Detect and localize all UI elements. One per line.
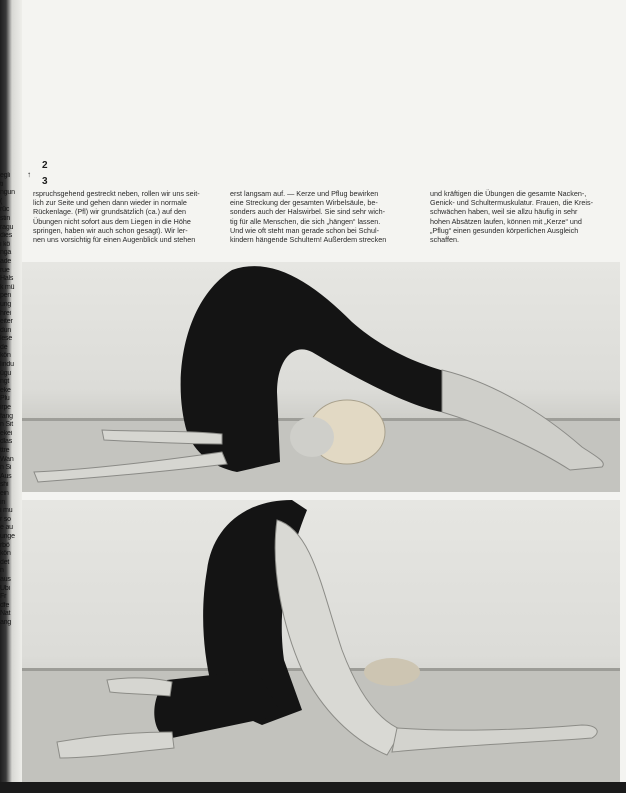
fragment-line: Übi: [0, 584, 10, 592]
fragment-line: ttre: [0, 447, 10, 454]
fragment-line: n Sit: [0, 421, 14, 429]
fragment-line: rue: [0, 266, 10, 274]
fragment-line: dfe: [0, 601, 10, 609]
text-line: schwächen haben, weil sie allzu häufig in sehr: [430, 207, 578, 217]
text-line: kindern hängende Schultern! Außerdem strecken: [230, 235, 387, 245]
text-line: Rückenlage. (Pfl) wir grundsätzlich (ca.) auf den: [33, 207, 187, 217]
fragment-line: in: [0, 498, 6, 506]
fragment-line: stin: [0, 214, 11, 222]
fragment-line: i mu: [0, 507, 13, 515]
knee-ear-pose-illustration: [22, 500, 620, 782]
plough-pose-illustration: [22, 262, 620, 492]
text-line: springen, haben wir auch schon gesagt). Wir ler-: [33, 225, 188, 235]
fragment-line: ügu: [0, 369, 12, 377]
fragment-line: Aus: [0, 472, 12, 480]
text-line: Und wie oft steht man gerade schon bei Schul-: [230, 225, 380, 235]
fragment-line: irpe: [0, 404, 11, 412]
fragment-line: n Si: [0, 464, 12, 472]
fragment-line: ragu: [0, 223, 14, 231]
text-line: sonders auch der Halswirbel. Sie sind sehr wich-: [230, 207, 385, 217]
figure-number: 2: [42, 160, 48, 171]
fragment-line: fang: [0, 412, 13, 420]
figure-numbers: [42, 158, 48, 190]
fragment-line: egli: [0, 172, 11, 179]
fragment-line: de: [0, 343, 8, 351]
fragment-line: dlas: [0, 438, 13, 446]
text-line: „Pflug“ einen gesunden körperlichen Ausgleich: [430, 225, 579, 235]
text-line: tig für alle Menschen, die sich „hängen“ lassen.: [230, 216, 381, 226]
fragment-line: eiter: [0, 318, 13, 326]
fragment-line: ang: [0, 618, 12, 626]
fragment-line: rüc: [0, 206, 10, 214]
text-line: Genick- und Schultermuskulatur. Frauen, die Kreis-: [430, 198, 593, 208]
fragment-line: kön: [0, 352, 11, 360]
fragment-line: e au: [0, 524, 13, 532]
text-line: hohen Absätzen laufen, können mit „Kerze“ und: [430, 216, 582, 226]
fragment-line: Wan: [0, 455, 14, 463]
fragment-line: k mü: [0, 283, 15, 291]
fragment-line: eke: [0, 386, 11, 394]
fragment-line: pen: [0, 292, 12, 300]
fragment-line: ngun: [0, 189, 15, 197]
fragment-line: ngt: [0, 378, 10, 386]
text-line: Übungen nicht sofort aus dem Liegen in die Höhe: [33, 216, 191, 226]
fragment-line: hrei: [0, 309, 11, 317]
scan-bottom-edge: [0, 782, 626, 793]
fragment-line: kön: [0, 550, 11, 558]
fragment-line: ekei: [0, 429, 13, 437]
fragment-line: dun: [0, 326, 12, 334]
text-line: nen uns vorsichtig für einen Augenblick und stehen: [33, 235, 196, 245]
fragment-line: lindu: [0, 361, 14, 369]
fragment-line: ade: [0, 257, 12, 265]
fragment-line: i kö: [0, 240, 11, 248]
text-line: eine Streckung der gesamten Wirbelsäule, be-: [230, 198, 378, 208]
text-column: [230, 189, 410, 244]
text-line: erst langsam auf. — Kerze und Pflug bewirken: [230, 189, 379, 198]
text-line: lich zur Seite und gehen dann wieder in normale: [33, 198, 187, 208]
figure-number: 3: [42, 176, 48, 187]
text-line: rspruchsgehend gestreckt neben, rollen wir uns seit-: [33, 189, 200, 198]
text-column: [33, 189, 213, 244]
fragment-line: Plu: [0, 395, 10, 403]
fragment-line: shi: [0, 481, 9, 489]
fragment-line: ung: [0, 300, 12, 308]
fragment-line: aus: [0, 575, 11, 583]
fragment-line: dies: [0, 232, 13, 240]
text-line: schaffen.: [430, 235, 460, 245]
photo-plough-pose: [22, 262, 620, 492]
fragment-line: Hals: [0, 275, 14, 283]
fragment-line: unge: [0, 532, 15, 540]
figure-marker: ↑: [27, 170, 31, 179]
fragment-line: rbö: [0, 541, 10, 549]
fragment-line: ein: [0, 489, 9, 497]
fragment-line: (: [0, 197, 3, 205]
fragment-line: det: [0, 558, 10, 566]
photo-knee-ear-pose: [22, 500, 620, 782]
fragment-line: nga: [0, 249, 12, 257]
fragment-line: r so: [0, 515, 11, 523]
fragment-line: lese: [0, 335, 13, 343]
adjacent-page-text-fragments: [0, 172, 22, 627]
text-column: [430, 189, 610, 244]
fragment-line: n: [0, 567, 4, 575]
fragment-line: ti: [0, 180, 4, 188]
fragment-line: Fr: [0, 593, 7, 601]
adjacent-page-edge: [0, 0, 22, 793]
fragment-line: Nat: [0, 610, 11, 618]
text-line: und kräftigen die Übungen die gesamte Nacken-,: [430, 189, 587, 198]
